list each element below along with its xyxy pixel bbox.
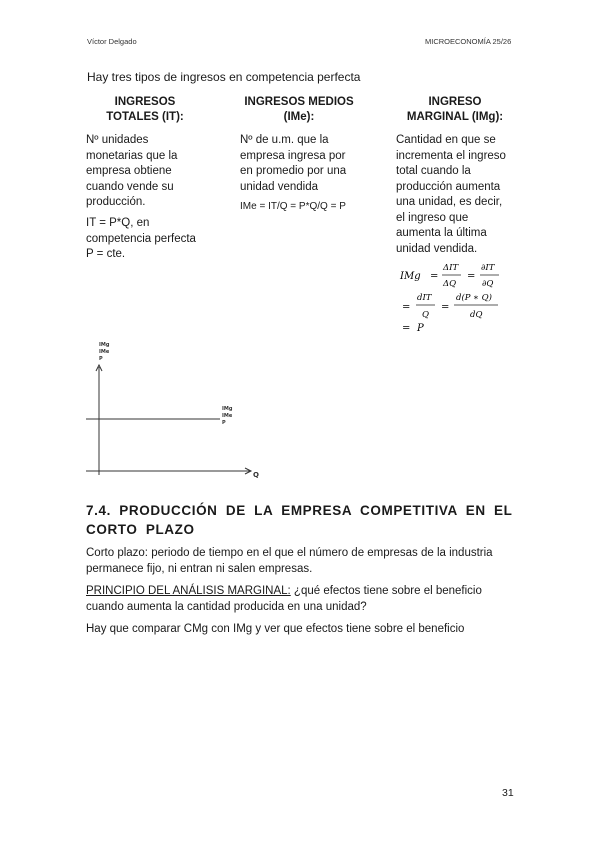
- paragraph-principio: PRINCIPIO DEL ANÁLISIS MARGINAL: ¿qué efectos tiene sobre el beneficio cuando aumenta la cantidad producida en una unidad?: [86, 585, 482, 613]
- img-equation: [395, 258, 520, 338]
- intro-text: Hay tres tipos de ingresos en competencia perfecta: [87, 70, 361, 84]
- eq-dq: dQ: [470, 310, 483, 320]
- eq-delta-q: ΔQ: [443, 279, 457, 289]
- eq-sign-3: =: [402, 302, 411, 313]
- line-label-img: IMg: [222, 406, 233, 412]
- header-course: MICROECONOMÍA 25/26: [425, 37, 512, 46]
- eq-sign-2: =: [467, 271, 476, 282]
- eq-p: P: [417, 323, 424, 334]
- eq-sign-4: =: [441, 302, 450, 313]
- y-label-p: P: [99, 356, 103, 362]
- y-label-ime: IMe: [99, 349, 110, 355]
- y-label-img: IMg: [99, 342, 110, 348]
- section-title: 7.4. PRODUCCIÓN DE LA EMPRESA COMPETITIVA EN EL CORTO PLAZO: [86, 503, 513, 537]
- col-text-ime: Nº de u.m. que la empresa ingresa por en promedio por una unidad vendida: [240, 134, 347, 193]
- paragraph-comparar: Hay que comparar CMg con IMg y ver que efectos tiene sobre el beneficio: [86, 623, 465, 635]
- eq-delta-it: ΔIT: [443, 263, 459, 273]
- eq-sign-5: =: [402, 323, 411, 334]
- x-label-q: Q: [253, 471, 259, 479]
- col-text-it: Nº unidades monetarias que la empresa obtiene cuando vende su producción.: [86, 134, 178, 208]
- page-number: 31: [502, 787, 514, 799]
- header-author: Víctor Delgado: [87, 37, 137, 46]
- paragraph-corto-plazo: Corto plazo: periodo de tiempo en el que el número de empresas de la industria permanece fijo, ni entran ni salen empresas.: [86, 547, 493, 575]
- col-text-img: Cantidad en que se incrementa el ingreso total cuando la producción aumenta una unidad, es decir, el ingreso que aumenta la última unidad vendida.: [396, 134, 506, 255]
- col-heading-img: INGRESO MARGINAL (IMg):: [406, 96, 504, 123]
- eq-q: Q: [422, 310, 429, 320]
- col-heading-it: INGRESOS TOTALES (IT):: [106, 96, 184, 123]
- eq-dit: dIT: [417, 293, 432, 303]
- eq-partial-it: ∂IT: [481, 263, 495, 273]
- eq-img-symbol: IMg: [400, 271, 421, 282]
- line-label-ime: IMe: [222, 413, 233, 419]
- col-text-it-formula: IT = P*Q, en competencia perfecta P = cte.: [86, 217, 196, 260]
- ime-formula: IMe = IT/Q = P*Q/Q = P: [240, 201, 346, 212]
- line-label-p: P: [222, 420, 226, 426]
- eq-partial-q: ∂Q: [482, 279, 494, 289]
- col-heading-ime: INGRESOS MEDIOS (IMe):: [244, 96, 354, 123]
- eq-sign-1: =: [430, 271, 439, 282]
- eq-dpq: d(P ∗ Q): [456, 293, 492, 303]
- principio-heading: PRINCIPIO DEL ANÁLISIS MARGINAL:: [86, 585, 291, 597]
- revenue-graph: [80, 335, 270, 485]
